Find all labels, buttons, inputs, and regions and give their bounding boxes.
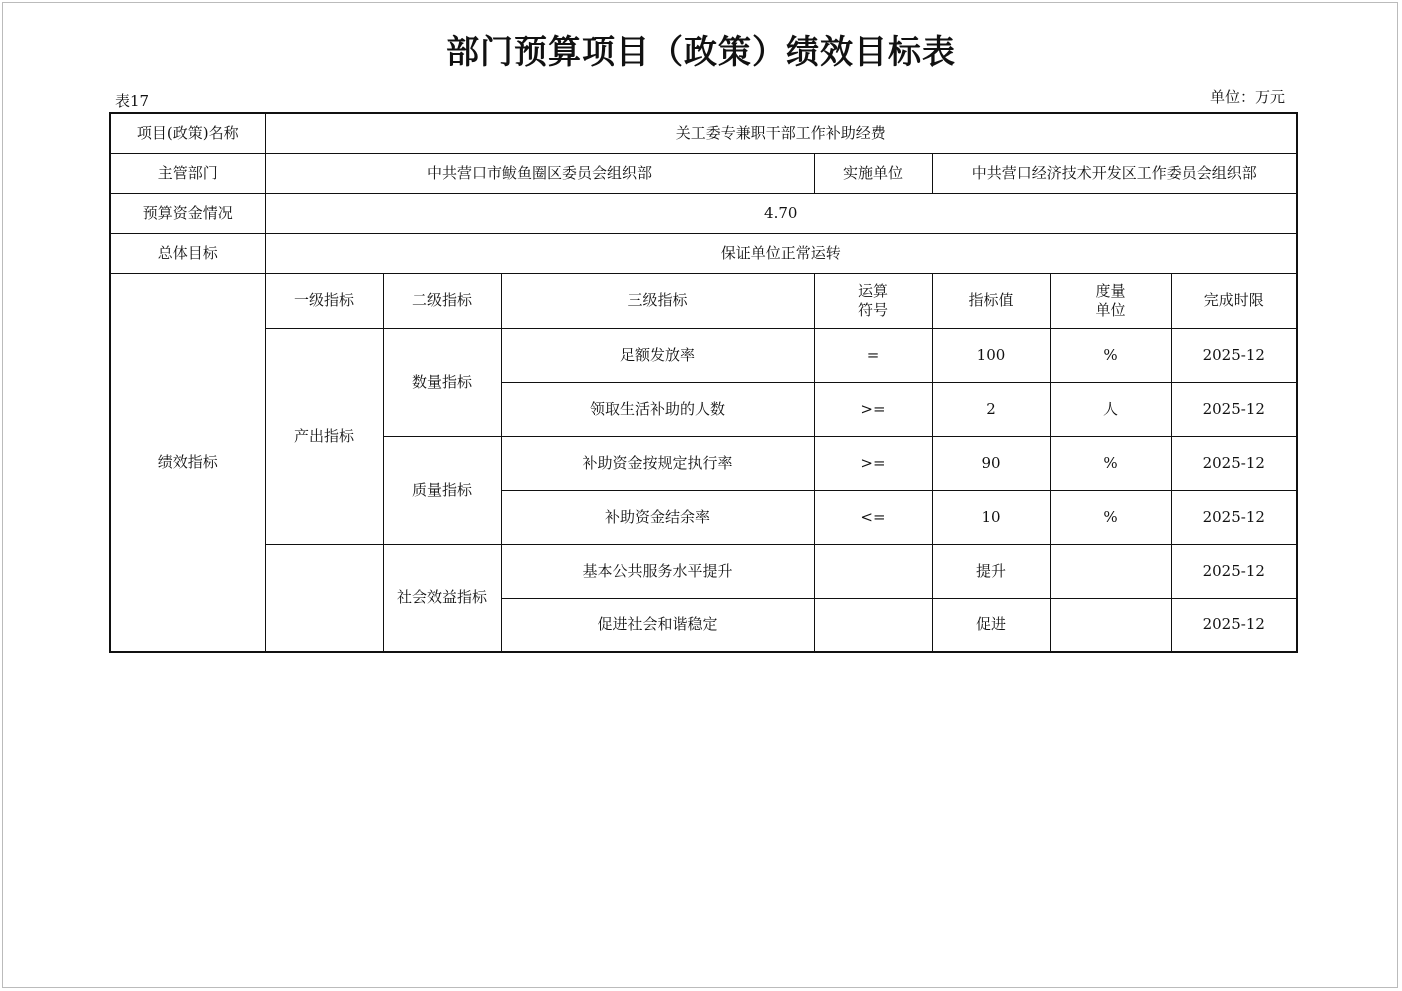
row-operator: <= bbox=[814, 490, 932, 544]
row-target: 10 bbox=[932, 490, 1050, 544]
row-unit bbox=[1050, 598, 1171, 652]
table-number: 表17 bbox=[115, 92, 150, 110]
performance-label: 绩效指标 bbox=[110, 273, 265, 652]
header-level3: 三级指标 bbox=[501, 273, 814, 328]
group-output: 产出指标 bbox=[265, 328, 383, 544]
row-level3: 补助资金按规定执行率 bbox=[501, 436, 814, 490]
row-operator bbox=[814, 544, 932, 598]
row-level3: 足额发放率 bbox=[501, 328, 814, 382]
budget-value: 4.70 bbox=[265, 193, 1297, 233]
row-operator: >= bbox=[814, 436, 932, 490]
header-operator-text: 运算符号 bbox=[857, 281, 888, 319]
row-target: 促进 bbox=[932, 598, 1050, 652]
page-title: 部门预算项目（政策）绩效目标表 bbox=[446, 32, 956, 71]
row-operator bbox=[814, 598, 932, 652]
row-level3: 补助资金结余率 bbox=[501, 490, 814, 544]
row-deadline: 2025-12 bbox=[1171, 490, 1297, 544]
header-level1: 一级指标 bbox=[265, 273, 383, 328]
group-quantity: 数量指标 bbox=[383, 328, 501, 436]
row-level3: 促进社会和谐稳定 bbox=[501, 598, 814, 652]
row-unit: % bbox=[1050, 328, 1171, 382]
performance-table bbox=[109, 112, 1298, 653]
indicator-header-row bbox=[110, 273, 1297, 328]
overall-goal-row bbox=[110, 233, 1297, 273]
budget-label: 预算资金情况 bbox=[110, 193, 265, 233]
header-target: 指标值 bbox=[932, 273, 1050, 328]
row-deadline: 2025-12 bbox=[1171, 544, 1297, 598]
row-unit bbox=[1050, 544, 1171, 598]
row-operator: >= bbox=[814, 382, 932, 436]
department-label: 主管部门 bbox=[110, 153, 265, 193]
header-operator bbox=[814, 273, 932, 328]
project-name-row bbox=[110, 113, 1297, 153]
budget-row bbox=[110, 193, 1297, 233]
header-deadline: 完成时限 bbox=[1171, 273, 1297, 328]
row-level3: 基本公共服务水平提升 bbox=[501, 544, 814, 598]
header-measure-unit bbox=[1050, 273, 1171, 328]
row-level3: 领取生活补助的人数 bbox=[501, 382, 814, 436]
header-level2: 二级指标 bbox=[383, 273, 501, 328]
group-social: 社会效益指标 bbox=[383, 544, 501, 652]
group-effect bbox=[265, 544, 383, 652]
project-name-label: 项目(政策)名称 bbox=[110, 113, 265, 153]
row-operator: = bbox=[814, 328, 932, 382]
row-unit: 人 bbox=[1050, 382, 1171, 436]
row-unit: % bbox=[1050, 436, 1171, 490]
unit-note: 单位：万元 bbox=[1210, 88, 1286, 106]
row-deadline: 2025-12 bbox=[1171, 382, 1297, 436]
department-row bbox=[110, 153, 1297, 193]
department-value: 中共营口市鲅鱼圈区委员会组织部 bbox=[265, 153, 814, 193]
implementer-value: 中共营口经济技术开发区工作委员会组织部 bbox=[932, 153, 1297, 193]
row-deadline: 2025-12 bbox=[1171, 436, 1297, 490]
row-deadline: 2025-12 bbox=[1171, 328, 1297, 382]
group-quality: 质量指标 bbox=[383, 436, 501, 544]
table-row bbox=[110, 544, 1297, 598]
header-measure-unit-text: 度量单位 bbox=[1095, 281, 1126, 319]
row-target: 提升 bbox=[932, 544, 1050, 598]
project-name-value: 关工委专兼职干部工作补助经费 bbox=[265, 113, 1297, 153]
row-target: 2 bbox=[932, 382, 1050, 436]
row-target: 90 bbox=[932, 436, 1050, 490]
row-target: 100 bbox=[932, 328, 1050, 382]
implementer-label: 实施单位 bbox=[814, 153, 932, 193]
overall-goal-value: 保证单位正常运转 bbox=[265, 233, 1297, 273]
row-unit: % bbox=[1050, 490, 1171, 544]
table-row bbox=[110, 328, 1297, 382]
overall-goal-label: 总体目标 bbox=[110, 233, 265, 273]
row-deadline: 2025-12 bbox=[1171, 598, 1297, 652]
